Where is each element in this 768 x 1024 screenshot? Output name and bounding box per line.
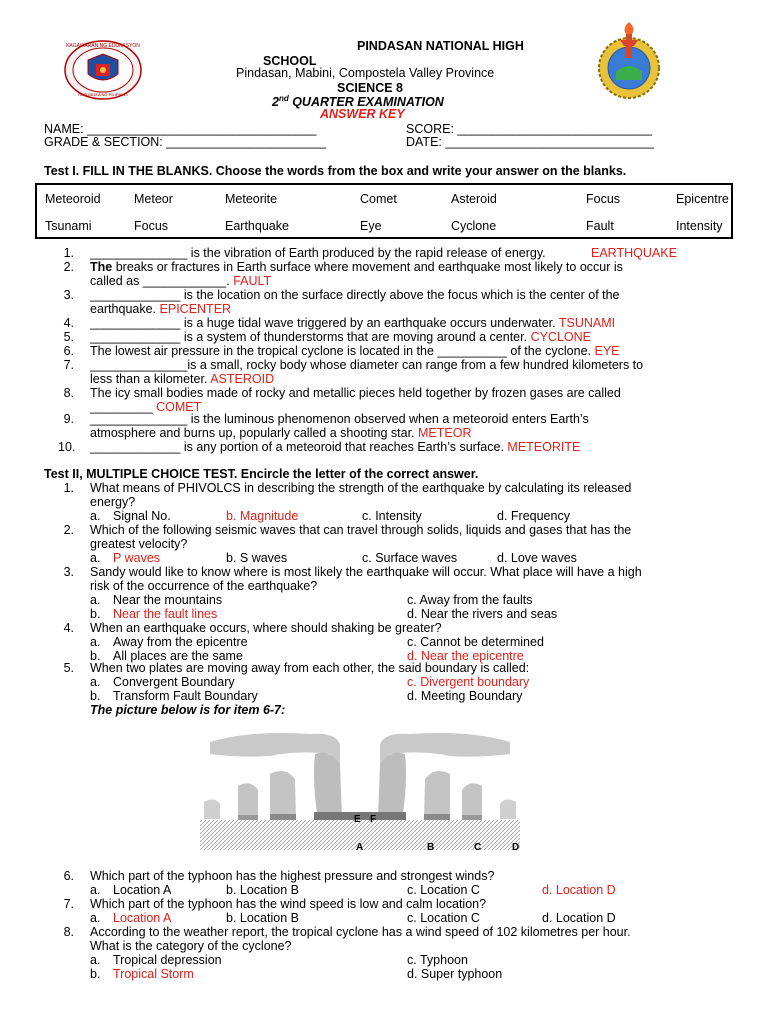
figure-label-e: E (354, 814, 361, 825)
word-box-cell: Cyclone (451, 219, 497, 233)
question-number: 6. (63, 869, 74, 883)
option-letter: a. (90, 953, 101, 967)
deped-seal-logo (63, 40, 143, 100)
option-text: All places are the same (113, 649, 243, 663)
word-box-cell: Asteroid (451, 192, 497, 206)
grade-section-field: GRADE & SECTION: _______________________ (44, 135, 327, 149)
question-text: Which of the following seismic waves that can travel through solids, liquids and gases that has the (90, 523, 632, 537)
option-text: Tropical Storm (113, 967, 194, 981)
option-c: c. Location C (407, 883, 480, 897)
score-field: SCORE: ____________________________ (406, 122, 653, 136)
item-text-line (90, 330, 591, 344)
word-box-cell: Fault (586, 219, 614, 233)
item-answer: EYE (594, 344, 620, 358)
item-text: ______________ is the vibration of Earth produced by the rapid release of energy. (90, 246, 546, 260)
item-text: The lowest air pressure in the tropical cyclone is located in the __________ of the cyclone. (90, 344, 591, 358)
exam-title-rest: QUARTER EXAMINATION (288, 95, 444, 110)
figure-label-f: F (370, 814, 377, 825)
option-c: c. Divergent boundary (407, 675, 530, 689)
question-text: Which part of the typhoon has the highest pressure and strongest winds? (90, 869, 495, 883)
word-box-cell: Meteor (134, 192, 173, 206)
item-number: 9. (63, 412, 74, 426)
item-text-cont: called as ____________. (90, 274, 230, 288)
question-number: 2. (63, 523, 74, 537)
option-c: c. Away from the faults (407, 593, 533, 607)
mc-question (63, 661, 746, 703)
figure-label-c: C (474, 842, 482, 853)
question-text-cont: greatest velocity? (90, 537, 188, 551)
option-text: Away from the epicentre (113, 635, 248, 649)
question-text: When an earthquake occurs, where should shaking be greater? (90, 621, 442, 635)
item-text: _____________ is a system of thunderstorms that are moving around a center. (90, 330, 528, 344)
question-text-cont: What is the category of the cyclone? (90, 939, 292, 953)
option-d: d. Meeting Boundary (407, 689, 523, 703)
item-text: ______________is a small, rocky body whose diameter can range from a few hundred kilometers to (90, 358, 644, 372)
mc-question (63, 925, 746, 981)
item-text: ______________ is the luminous phenomenon observed when a meteoroid enters Earth’s (90, 412, 589, 426)
seal-text: KAGAWARAN NG EDUKASYON (66, 43, 140, 49)
word-box-cell: Eye (360, 219, 382, 233)
item-text-line (90, 440, 580, 454)
option-d: d. Near the rivers and seas (407, 607, 558, 621)
item-answer: EARTHQUAKE (591, 246, 677, 260)
word-box-cell: Earthquake (225, 219, 289, 233)
option-letter: b. (90, 967, 101, 981)
question-number: 5. (63, 661, 74, 675)
option-text: Transform Fault Boundary (113, 689, 258, 703)
option-letter: a. (90, 675, 101, 689)
option-text: Tropical depression (113, 953, 222, 967)
question-text-cont: risk of the occurrence of the earthquake? (90, 579, 318, 593)
option-letter: b. (90, 607, 101, 621)
question-text: What means of PHIVOLCS in describing the strength of the earthquake by calculating its released (90, 481, 632, 495)
item-text: breaks or fractures in Earth surface where movement and earthquake most likely to occur is (112, 260, 623, 274)
option-text: Convergent Boundary (113, 675, 235, 689)
option-d: d. Near the epicentre (407, 649, 524, 663)
option-c: c. Typhoon (407, 953, 468, 967)
word-box-cell: Meteoroid (45, 192, 101, 206)
option-c: c. Surface waves (362, 551, 458, 565)
word-box-cell: Focus (586, 192, 621, 206)
option-d: d. Location D (542, 911, 616, 925)
mc-question (63, 869, 746, 897)
item-text-line (90, 260, 623, 274)
option-text: Signal No. (113, 509, 171, 523)
item-text-line (90, 316, 615, 330)
school-name-line1: PINDASAN NATIONAL HIGH (357, 39, 524, 53)
item-text-cont: atmosphere and burns up, popularly called a shooting star. (90, 426, 415, 440)
option-letter: a. (90, 551, 101, 565)
option-c: c. Location C (407, 911, 480, 925)
option-letter: a. (90, 911, 101, 925)
word-box-cell: Comet (360, 192, 397, 206)
question-text: According to the weather report, the tropical cyclone has a wind speed of 102 kilometres per hour. (90, 925, 631, 939)
item-text-bold: The (90, 260, 113, 274)
question-text-cont: energy? (90, 495, 136, 509)
word-box-cell: Meteorite (225, 192, 278, 206)
test1-title: Test I. FILL IN THE BLANKS. Choose the words from the box and write your answer on the blanks. (44, 164, 627, 178)
option-text: Near the fault lines (113, 607, 218, 621)
school-name-line2: SCHOOL (263, 54, 317, 68)
item-text-line2 (90, 274, 271, 288)
typhoon-cross-section-figure (190, 724, 530, 854)
mc-question (63, 621, 746, 663)
option-c: c. Intensity (362, 509, 422, 523)
item-answer: EPICENTER (159, 302, 232, 316)
picture-note: The picture below is for item 6-7: (90, 703, 286, 717)
option-text: Location A (113, 911, 172, 925)
item-answer: ASTEROID (210, 372, 275, 386)
item-text: _____________ is the location on the surface directly above the focus which is the center of the (90, 288, 620, 302)
option-text: Location A (113, 883, 172, 897)
item-text: _____________ is any portion of a meteoroid that reaches Earth’s surface. (90, 440, 504, 454)
item-text-cont: less than a kilometer. (90, 372, 208, 386)
item-number: 7. (63, 358, 74, 372)
word-box-cell: Focus (134, 219, 169, 233)
answer-key-label: ANSWER KEY (320, 107, 405, 121)
question-text: When two plates are moving away from each other, the said boundary is called: (90, 661, 530, 675)
mc-question (63, 565, 746, 621)
option-letter: a. (90, 635, 101, 649)
item-text-cont: _________ (90, 400, 153, 414)
question-number: 8. (63, 925, 74, 939)
item-answer: CYCLONE (530, 330, 591, 344)
item-number: 1. (63, 246, 74, 260)
option-letter: b. (90, 649, 101, 663)
option-d: d. Super typhoon (407, 967, 503, 981)
option-d: d. Love waves (497, 551, 577, 565)
mc-question (63, 897, 746, 925)
word-box-cell: Intensity (676, 219, 723, 233)
item-number: 3. (63, 288, 74, 302)
question-number: 4. (63, 621, 74, 635)
word-box-cell: Tsunami (45, 219, 92, 233)
mc-question (63, 523, 746, 565)
item-text-line2 (90, 372, 274, 386)
exam-ordinal-suffix: nd (278, 94, 289, 103)
school-seal-logo (594, 20, 664, 100)
item-text: The icy small bodies made of rocky and metallic pieces held together by frozen gases are called (90, 386, 621, 400)
option-b: b. Location B (226, 883, 299, 897)
item-number: 2. (63, 260, 74, 274)
item-answer: METEORITE (507, 440, 581, 454)
exam-ordinal: 2 (272, 95, 279, 110)
option-letter: a. (90, 509, 101, 523)
question-number: 3. (63, 565, 74, 579)
question-text: Sandy would like to know where is most likely the earthquake will occur. What place will have a high (90, 565, 642, 579)
option-d: d. Frequency (497, 509, 570, 523)
school-address: Pindasan, Mabini, Compostela Valley Province (236, 66, 495, 80)
option-text: P waves (113, 551, 161, 565)
test2-title: Test II, MULTIPLE CHOICE TEST. Encircle the letter of the correct answer. (44, 467, 479, 481)
subject-title: SCIENCE 8 (337, 81, 403, 95)
option-b: b. Location B (226, 911, 299, 925)
item-answer: COMET (156, 400, 202, 414)
mc-question (63, 481, 746, 523)
word-box-cell: Epicentre (676, 192, 729, 206)
option-letter: a. (90, 593, 101, 607)
option-letter: b. (90, 689, 101, 703)
item-number: 6. (63, 344, 74, 358)
item-answer: METEOR (418, 426, 472, 440)
item-number: 4. (63, 316, 74, 330)
option-b: b. Magnitude (226, 509, 299, 523)
question-number: 1. (63, 481, 74, 495)
option-c: c. Cannot be determined (407, 635, 544, 649)
question-number: 7. (63, 897, 74, 911)
item-text-line2 (90, 302, 231, 316)
word-box (35, 183, 733, 239)
item-number: 10. (58, 440, 76, 454)
item-number: 5. (63, 330, 74, 344)
name-field: NAME: _________________________________ (44, 122, 317, 136)
question-text: Which part of the typhoon has the wind speed is low and calm location? (90, 897, 487, 911)
item-answer: TSUNAMI (558, 316, 616, 330)
figure-label-d: D (512, 842, 520, 853)
option-b: b. S waves (226, 551, 288, 565)
item-number: 8. (63, 386, 74, 400)
item-text: _____________ is a huge tidal wave triggered by an earthquake occurs underwater. (90, 316, 556, 330)
date-field: DATE: ______________________________ (406, 135, 654, 149)
item-text-cont: earthquake. (90, 302, 157, 316)
option-d: d. Location D (542, 883, 616, 897)
seal-subtext: REPUBLIKA NG PILIPINAS (78, 92, 128, 97)
option-letter: a. (90, 883, 101, 897)
figure-label-b: B (427, 842, 435, 853)
item-text-line2 (90, 426, 471, 440)
figure-label-a: A (356, 842, 364, 853)
item-text-line (90, 344, 620, 358)
option-text: Near the mountains (113, 593, 223, 607)
item-answer: FAULT (233, 274, 272, 288)
